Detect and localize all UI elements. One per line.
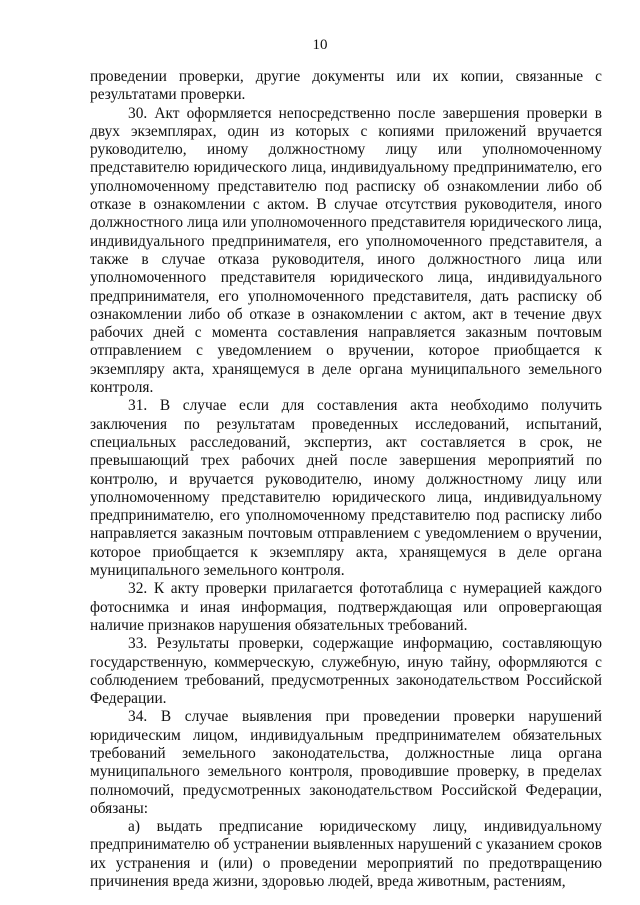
paragraph-30: 30. Акт оформляется непосредственно после завершения проверки в двух экземплярах, один из которых с копиями приложений вручается руководителю, иному должностному лицу или уполномоченному представителю юридического лица, индивидуальному предпринимателю, его уполномоченному представителю под расписку об ознакомлении либо об отказе в ознакомлении с актом. В случае отсутствия руководителя, иного должностного лица или уполномоченного представителя юридического лица, индивидуального предпринимателя, его уполномоченного представителя, а также в случае отказа руководителя, иного должностного лица или уполномоченного представителя юридического лица, индивидуального предпринимателя, его уполномоченного представителя, дать расписку об ознакомлении либо об отказе в ознакомлении с актом, акт в течение двух рабочих дней с момента составления направляется заказным почтовым отправлением с уведомлением о вручении, которое приобщается к экземпляру акта, хранящемуся в деле органа муниципального земельного контроля. [90, 104, 602, 397]
paragraph-34: 34. В случае выявления при проведении проверки нарушений юридическим лицом, индивидуальным предпринимателем обязательных требований земельного законодательства, должностные лица органа муниципального земельного контроля, проводившие проверку, в пределах полномочий, предусмотренных законодательством Российской Федерации, обязаны: [90, 708, 602, 817]
paragraph-33: 33. Результаты проверки, содержащие информацию, составляющую государственную, коммерческую, служебную, иную тайну, оформляются с соблюдением требований, предусмотренных законодательством Российской Федерации. [90, 635, 602, 708]
page-number: 10 [312, 37, 328, 53]
paragraph-continuation: проведении проверки, другие документы или их копии, связанные с результатами проверки. [90, 68, 602, 104]
paragraph-31: 31. В случае если для составления акта необходимо получить заключения по результатам проведенных исследований, испытаний, специальных расследований, экспертиз, акт составляется в срок, не превышающий трех рабочих дней после завершения мероприятий по контролю, и вручается руководителю, иному должностному лицу или уполномоченному представителю юридического лица, индивидуальному предпринимателю, его уполномоченному представителю под расписку либо направляется заказным почтовым отправлением с уведомлением о вручении, которое приобщается к экземпляру акта, хранящемуся в деле органа муниципального земельного контроля. [90, 397, 602, 580]
paragraph-32: 32. К акту проверки прилагается фототаблица с нумерацией каждого фотоснимка и иная информация, подтверждающая или опровергающая наличие признаков нарушения обязательных требований. [90, 580, 602, 634]
document-body [90, 68, 602, 891]
paragraph-34-a: а) выдать предписание юридическому лицу, индивидуальному предпринимателю об устранении выявленных нарушений с указанием сроков их устранения и (или) о проведении мероприятий по предотвращению причинения вреда жизни, здоровью людей, вреда животным, растениям, [90, 818, 602, 891]
